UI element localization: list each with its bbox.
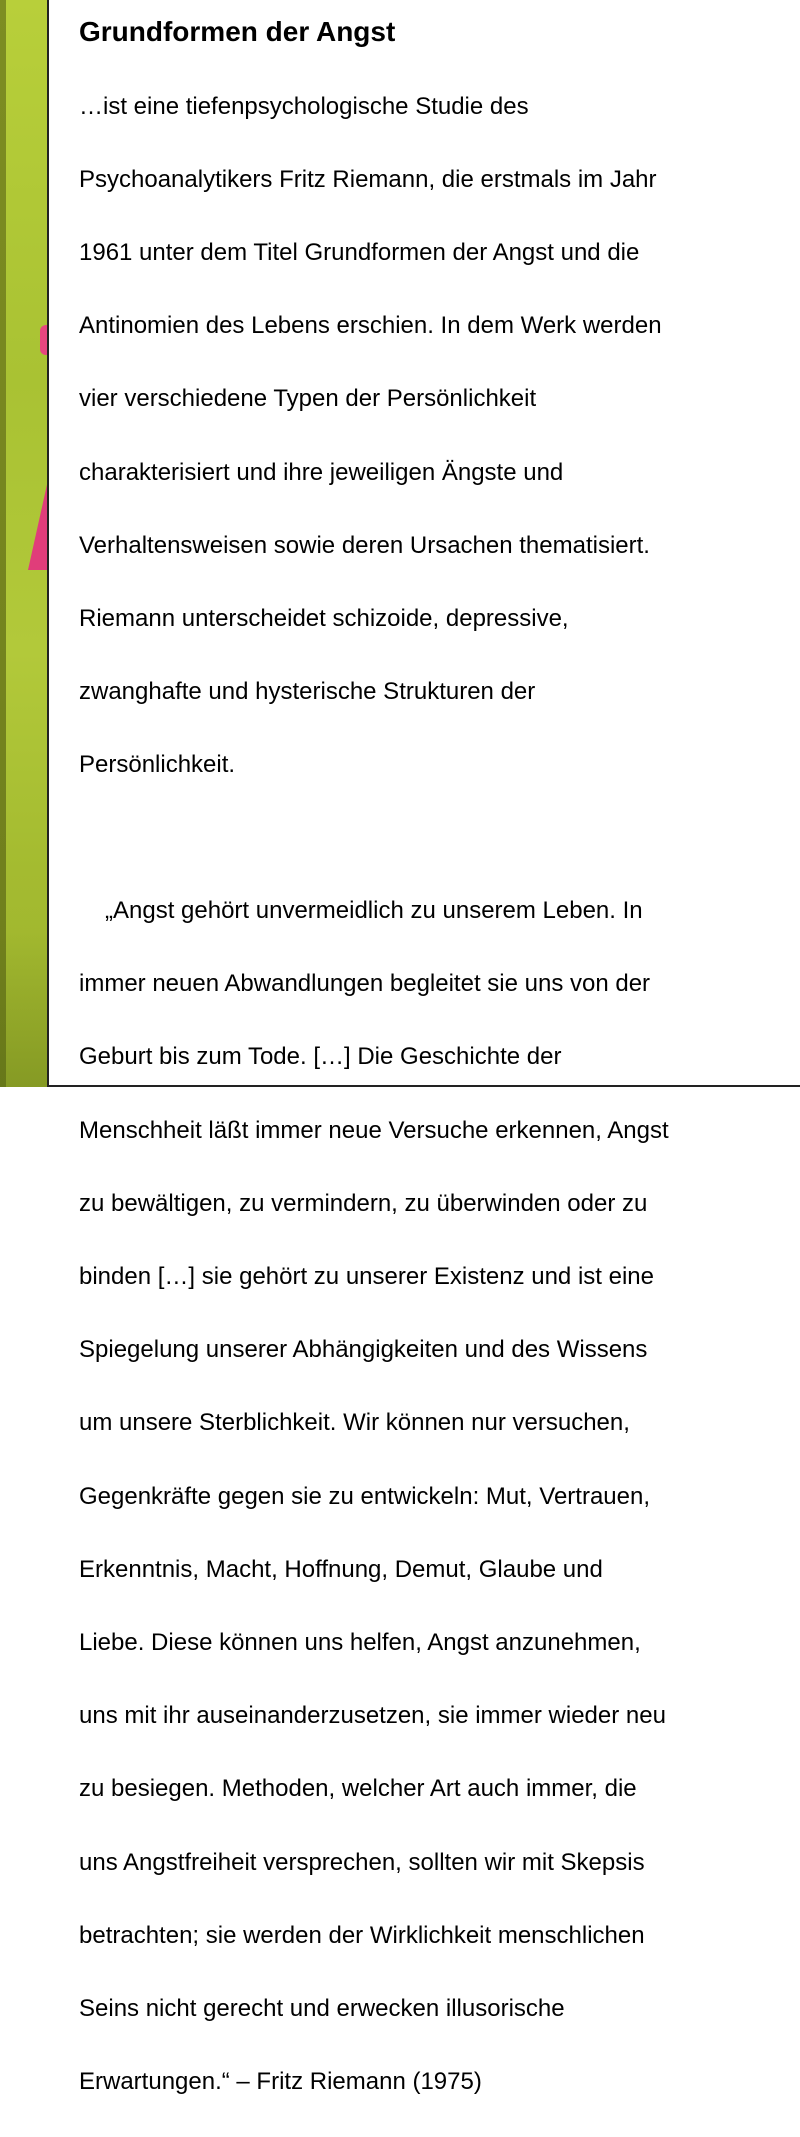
quote-paragraph <box>79 856 769 2137</box>
quote-line: binden […] sie gehört zu unserer Existenz und ist eine <box>79 1263 654 1290</box>
intro-line: Verhaltensweisen sowie deren Ursachen thematisiert. <box>79 531 650 559</box>
intro-paragraph <box>79 52 769 820</box>
quote-line: immer neuen Abwandlungen begleitet sie uns von der <box>79 970 651 998</box>
quote-attribution-line: Erwartungen.“ – Fritz Riemann (1975) <box>79 2068 482 2096</box>
intro-line: charakterisiert und ihre jeweiligen Ängste und <box>79 458 564 486</box>
intro-line: …ist eine tiefenpsychologische Studie des <box>79 92 529 120</box>
strip-shadow <box>0 930 47 1087</box>
quote-line: Spiegelung unserer Abhängigkeiten und des Wissens <box>79 1336 648 1364</box>
quote-line: betrachten; sie werden der Wirklichkeit menschlichen <box>79 1921 645 1949</box>
quote-line: Erkenntnis, Macht, Hoffnung, Demut, Glaube und <box>79 1555 603 1583</box>
quote-line: uns mit ihr auseinanderzusetzen, sie immer wieder neu <box>79 1702 666 1730</box>
page-title: Grundformen der Angst <box>79 16 396 47</box>
intro-line: 1961 unter dem Titel Grundformen der Angst und die <box>79 238 640 266</box>
quote-line: Geburt bis zum Tode. […] Die Geschichte der <box>79 1043 562 1071</box>
quote-line: Liebe. Diese können uns helfen, Angst anzunehmen, <box>79 1628 641 1656</box>
intro-line: Psychoanalytikers Fritz Riemann, die erstmals im Jahr <box>79 165 657 193</box>
intro-line: zwanghafte und hysterische Strukturen der <box>79 678 536 706</box>
quote-line: Seins nicht gerecht und erwecken illusorische <box>79 1994 565 2022</box>
strip-dark-edge <box>0 0 6 1087</box>
intro-line: vier verschiedene Typen der Persönlichkeit <box>79 385 537 413</box>
quote-line: uns Angstfreiheit versprechen, sollten wir mit Skepsis <box>79 1848 645 1876</box>
intro-line: Persönlichkeit. <box>79 751 236 779</box>
intro-line: Riemann unterscheidet schizoide, depressive, <box>79 604 569 632</box>
pink-triangle-shape <box>28 480 47 570</box>
pink-accent-mark <box>40 325 47 355</box>
intro-line: Antinomien des Lebens erschien. In dem Werk werden <box>79 312 662 340</box>
text-content <box>79 12 769 2137</box>
quote-line: um unsere Sterblichkeit. Wir können nur versuchen, <box>79 1409 630 1437</box>
quote-line: zu besiegen. Methoden, welcher Art auch immer, die <box>79 1775 637 1803</box>
quote-line: „Angst gehört unvermeidlich zu unserem Leben. In <box>105 897 643 925</box>
decorative-background-strip <box>0 0 47 1087</box>
text-panel <box>47 0 800 2096</box>
quote-line: zu bewältigen, zu vermindern, zu überwinden oder zu <box>79 1189 648 1217</box>
quote-line: Menschheit läßt immer neue Versuche erkennen, Angst <box>79 1116 669 1144</box>
quote-line: Gegenkräfte gegen sie zu entwickeln: Mut, Vertrauen, <box>79 1482 650 1510</box>
